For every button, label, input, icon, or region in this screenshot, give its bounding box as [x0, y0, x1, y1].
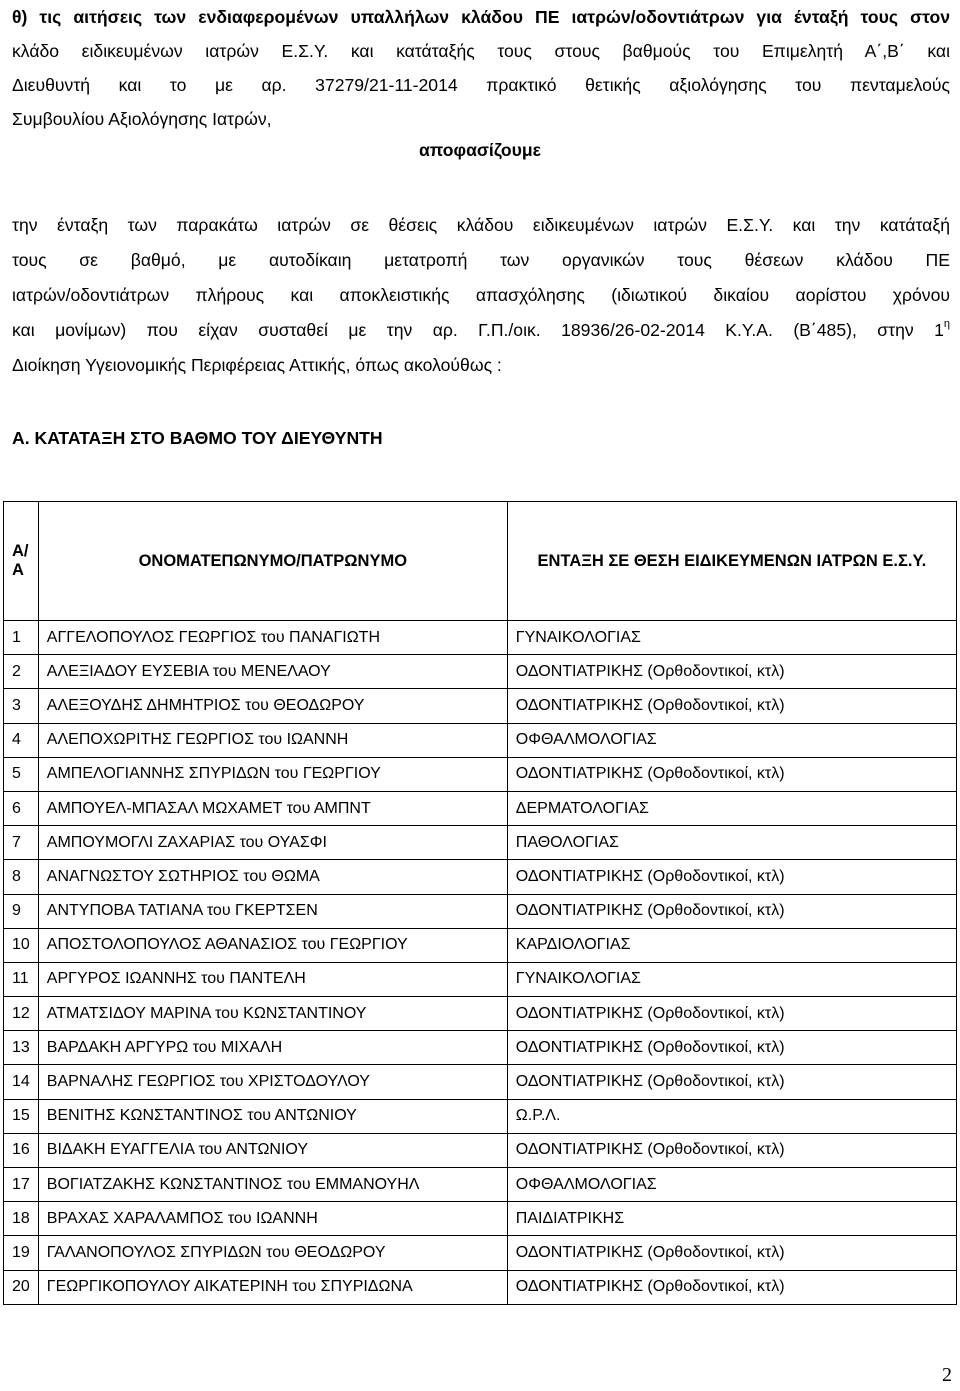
- cell-num: 7: [4, 826, 39, 860]
- header-spec: ΕΝΤΑΞΗ ΣΕ ΘΕΣΗ ΕΙΔΙΚΕΥΜΕΝΩΝ ΙΑΤΡΩΝ Ε.Σ.Υ.: [507, 502, 956, 621]
- cell-name: ΑΛΕΠΟΧΩΡΙΤΗΣ ΓΕΩΡΓΙΟΣ του ΙΩΑΝΝΗ: [38, 723, 507, 757]
- cell-name: ΑΠΟΣΤΟΛΟΠΟΥΛΟΣ ΑΘΑΝΑΣΙΟΣ του ΓΕΩΡΓΙΟΥ: [38, 928, 507, 962]
- decision-heading: αποφασίζουμε: [418, 140, 542, 160]
- cell-name: ΑΜΠΟΥΜΟΓΛΙ ΖΑΧΑΡΙΑΣ του ΟΥΑΣΦΙ: [38, 826, 507, 860]
- cell-num: 1: [4, 621, 39, 655]
- paragraph-line-3: ιατρών/οδοντιάτρων πλήρους και αποκλειστικής απασχόλησης (ιδιωτικού δικαίου αορίστου χρόνου: [12, 285, 950, 305]
- table-row: [4, 791, 957, 825]
- cell-num: 17: [4, 1168, 39, 1202]
- cell-spec: ΟΔΟΝΤΙΑΤΡΙΚΗΣ (Ορθοδοντικοί, κτλ): [507, 1065, 956, 1099]
- cell-name: ΑΓΓΕΛΟΠΟΥΛΟΣ ΓΕΩΡΓΙΟΣ του ΠΑΝΑΓΙΩΤΗ: [38, 621, 507, 655]
- table-row: [4, 689, 957, 723]
- cell-num: 6: [4, 791, 39, 825]
- cell-num: 16: [4, 1133, 39, 1167]
- paragraph-line-2: τους σε βαθμό, με αυτοδίκαιη μετατροπή των οργανικών τους θέσεων κλάδου ΠΕ: [12, 250, 950, 270]
- cell-num: 12: [4, 997, 39, 1031]
- table-header-row: [4, 502, 957, 621]
- cell-spec: ΠΑΘΟΛΟΓΙΑΣ: [507, 826, 956, 860]
- table-row: [4, 1236, 957, 1270]
- cell-name: ΑΜΠΟΥΕΛ-ΜΠΑΣΑΛ ΜΩΧΑΜΕΤ του ΑΜΠΝΤ: [38, 791, 507, 825]
- cell-spec: ΚΑΡΔΙΟΛΟΓΙΑΣ: [507, 928, 956, 962]
- cell-name: ΑΝΤΥΠΟΒΑ ΤΑΤΙΑΝΑ του ΓΚΕΡΤΣΕΝ: [38, 894, 507, 928]
- cell-num: 9: [4, 894, 39, 928]
- table-row: [4, 621, 957, 655]
- cell-spec: ΔΕΡΜΑΤΟΛΟΓΙΑΣ: [507, 791, 956, 825]
- intro-line-4: Συμβουλίου Αξιολόγησης Ιατρών,: [12, 109, 272, 129]
- cell-spec: ΟΔΟΝΤΙΑΤΡΙΚΗΣ (Ορθοδοντικοί, κτλ): [507, 757, 956, 791]
- cell-num: 20: [4, 1270, 39, 1304]
- cell-num: 14: [4, 1065, 39, 1099]
- cell-name: ΑΛΕΞΟΥΔΗΣ ΔΗΜΗΤΡΙΟΣ του ΘΕΟΔΩΡΟΥ: [38, 689, 507, 723]
- cell-name: ΑΛΕΞΙΑΔΟΥ ΕΥΣΕΒΙΑ του ΜΕΝΕΛΑΟΥ: [38, 655, 507, 689]
- intro-line-2: κλάδο ειδικευμένων ιατρών Ε.Σ.Υ. και κατάταξής τους στους βαθμούς του Επιμελητή Α΄,Β΄ και: [12, 41, 950, 61]
- cell-num: 10: [4, 928, 39, 962]
- cell-name: ΓΕΩΡΓΙΚΟΠΟΥΛΟΥ ΑΙΚΑΤΕΡΙΝΗ του ΣΠΥΡΙΔΩΝΑ: [38, 1270, 507, 1304]
- cell-num: 11: [4, 962, 39, 996]
- table-row: [4, 1031, 957, 1065]
- table-row: [4, 1133, 957, 1167]
- table-row: [4, 894, 957, 928]
- page-number: 2: [942, 1364, 952, 1386]
- cell-spec: ΟΦΘΑΛΜΟΛΟΓΙΑΣ: [507, 723, 956, 757]
- cell-spec: ΟΔΟΝΤΙΑΤΡΙΚΗΣ (Ορθοδοντικοί, κτλ): [507, 1133, 956, 1167]
- cell-spec: ΓΥΝΑΙΚΟΛΟΓΙΑΣ: [507, 962, 956, 996]
- table-row: [4, 1099, 957, 1133]
- table-row: [4, 1065, 957, 1099]
- cell-num: 4: [4, 723, 39, 757]
- table-row: [4, 1168, 957, 1202]
- cell-num: 3: [4, 689, 39, 723]
- table-row: [4, 997, 957, 1031]
- table-row: [4, 655, 957, 689]
- doctors-table: [3, 501, 957, 1305]
- paragraph-line-4: [12, 313, 950, 348]
- cell-num: 13: [4, 1031, 39, 1065]
- cell-name: ΒΙΔΑΚΗ ΕΥΑΓΓΕΛΙΑ του ΑΝΤΩΝΙΟΥ: [38, 1133, 507, 1167]
- cell-num: 2: [4, 655, 39, 689]
- paragraph-line-5: Διοίκηση Υγειονομικής Περιφέρειας Αττικής, όπως ακολούθως :: [12, 355, 502, 375]
- table-row: [4, 1270, 957, 1304]
- intro-line-3: Διευθυντή και το με αρ. 37279/21-11-2014 πρακτικό θετικής αξιολόγησης του πενταμελούς: [12, 75, 950, 95]
- cell-name: ΒΕΝΙΤΗΣ ΚΩΝΣΤΑΝΤΙΝΟΣ του ΑΝΤΩΝΙΟΥ: [38, 1099, 507, 1133]
- cell-spec: ΟΔΟΝΤΙΑΤΡΙΚΗΣ (Ορθοδοντικοί, κτλ): [507, 1236, 956, 1270]
- table-row: [4, 860, 957, 894]
- table-row: [4, 1202, 957, 1236]
- cell-num: 18: [4, 1202, 39, 1236]
- intro-paragraph: [12, 0, 950, 136]
- table-row: [4, 757, 957, 791]
- paragraph-superscript: η: [943, 318, 950, 330]
- cell-num: 15: [4, 1099, 39, 1133]
- header-num: Α/Α: [4, 502, 39, 621]
- cell-spec: ΓΥΝΑΙΚΟΛΟΓΙΑΣ: [507, 621, 956, 655]
- intro-line-1: θ) τις αιτήσεις των ενδιαφερομένων υπαλλήλων κλάδου ΠΕ ιατρών/οδοντιάτρων για ένταξή τους στον: [12, 7, 950, 27]
- table-row: [4, 723, 957, 757]
- cell-num: 19: [4, 1236, 39, 1270]
- cell-spec: ΟΔΟΝΤΙΑΤΡΙΚΗΣ (Ορθοδοντικοί, κτλ): [507, 997, 956, 1031]
- cell-name: ΒΟΓΙΑΤΖΑΚΗΣ ΚΩΝΣΤΑΝΤΙΝΟΣ του ΕΜΜΑΝΟΥΗΛ: [38, 1168, 507, 1202]
- cell-spec: ΟΔΟΝΤΙΑΤΡΙΚΗΣ (Ορθοδοντικοί, κτλ): [507, 860, 956, 894]
- cell-name: ΑΝΑΓΝΩΣΤΟΥ ΣΩΤΗΡΙΟΣ του ΘΩΜΑ: [38, 860, 507, 894]
- cell-spec: ΠΑΙΔΙΑΤΡΙΚΗΣ: [507, 1202, 956, 1236]
- cell-name: ΑΡΓΥΡΟΣ ΙΩΑΝΝΗΣ του ΠΑΝΤΕΛΗ: [38, 962, 507, 996]
- cell-spec: ΟΔΟΝΤΙΑΤΡΙΚΗΣ (Ορθοδοντικοί, κτλ): [507, 689, 956, 723]
- cell-spec: ΟΔΟΝΤΙΑΤΡΙΚΗΣ (Ορθοδοντικοί, κτλ): [507, 894, 956, 928]
- header-name: ΟΝΟΜΑΤΕΠΩΝΥΜΟ/ΠΑΤΡΩΝΥΜΟ: [38, 502, 507, 621]
- decision-paragraph: [12, 208, 950, 383]
- table-row: [4, 826, 957, 860]
- paragraph-line-4-text: και μονίμων) που είχαν συσταθεί με την αρ. Γ.Π./οικ. 18936/26-02-2014 Κ.Υ.Α. (Β΄485), στην 1: [12, 320, 944, 340]
- cell-name: ΑΜΠΕΛΟΓΙΑΝΝΗΣ ΣΠΥΡΙΔΩΝ του ΓΕΩΡΓΙΟΥ: [38, 757, 507, 791]
- table-body: [4, 621, 957, 1305]
- table-row: [4, 962, 957, 996]
- cell-spec: ΟΔΟΝΤΙΑΤΡΙΚΗΣ (Ορθοδοντικοί, κτλ): [507, 655, 956, 689]
- cell-spec: ΟΔΟΝΤΙΑΤΡΙΚΗΣ (Ορθοδοντικοί, κτλ): [507, 1270, 956, 1304]
- section-title: Α. ΚΑΤΑΤΑΞΗ ΣΤΟ ΒΑΘΜΟ ΤΟΥ ΔΙΕΥΘΥΝΤΗ: [12, 428, 383, 448]
- cell-num: 8: [4, 860, 39, 894]
- table-row: [4, 928, 957, 962]
- cell-name: ΓΑΛΑΝΟΠΟΥΛΟΣ ΣΠΥΡΙΔΩΝ του ΘΕΟΔΩΡΟΥ: [38, 1236, 507, 1270]
- cell-name: ΒΑΡΝΑΛΗΣ ΓΕΩΡΓΙΟΣ του ΧΡΙΣΤΟΔΟΥΛΟΥ: [38, 1065, 507, 1099]
- cell-name: ΒΡΑΧΑΣ ΧΑΡΑΛΑΜΠΟΣ του ΙΩΑΝΝΗ: [38, 1202, 507, 1236]
- cell-spec: Ω.Ρ.Λ.: [507, 1099, 956, 1133]
- cell-spec: ΟΔΟΝΤΙΑΤΡΙΚΗΣ (Ορθοδοντικοί, κτλ): [507, 1031, 956, 1065]
- cell-num: 5: [4, 757, 39, 791]
- cell-spec: ΟΦΘΑΛΜΟΛΟΓΙΑΣ: [507, 1168, 956, 1202]
- paragraph-line-1: την ένταξη των παρακάτω ιατρών σε θέσεις κλάδου ειδικευμένων ιατρών Ε.Σ.Υ. και την κατάταξή: [12, 215, 950, 235]
- cell-name: ΑΤΜΑΤΣΙΔΟΥ ΜΑΡΙΝΑ του ΚΩΝΣΤΑΝΤΙΝΟΥ: [38, 997, 507, 1031]
- cell-name: ΒΑΡΔΑΚΗ ΑΡΓΥΡΩ του ΜΙΧΑΛΗ: [38, 1031, 507, 1065]
